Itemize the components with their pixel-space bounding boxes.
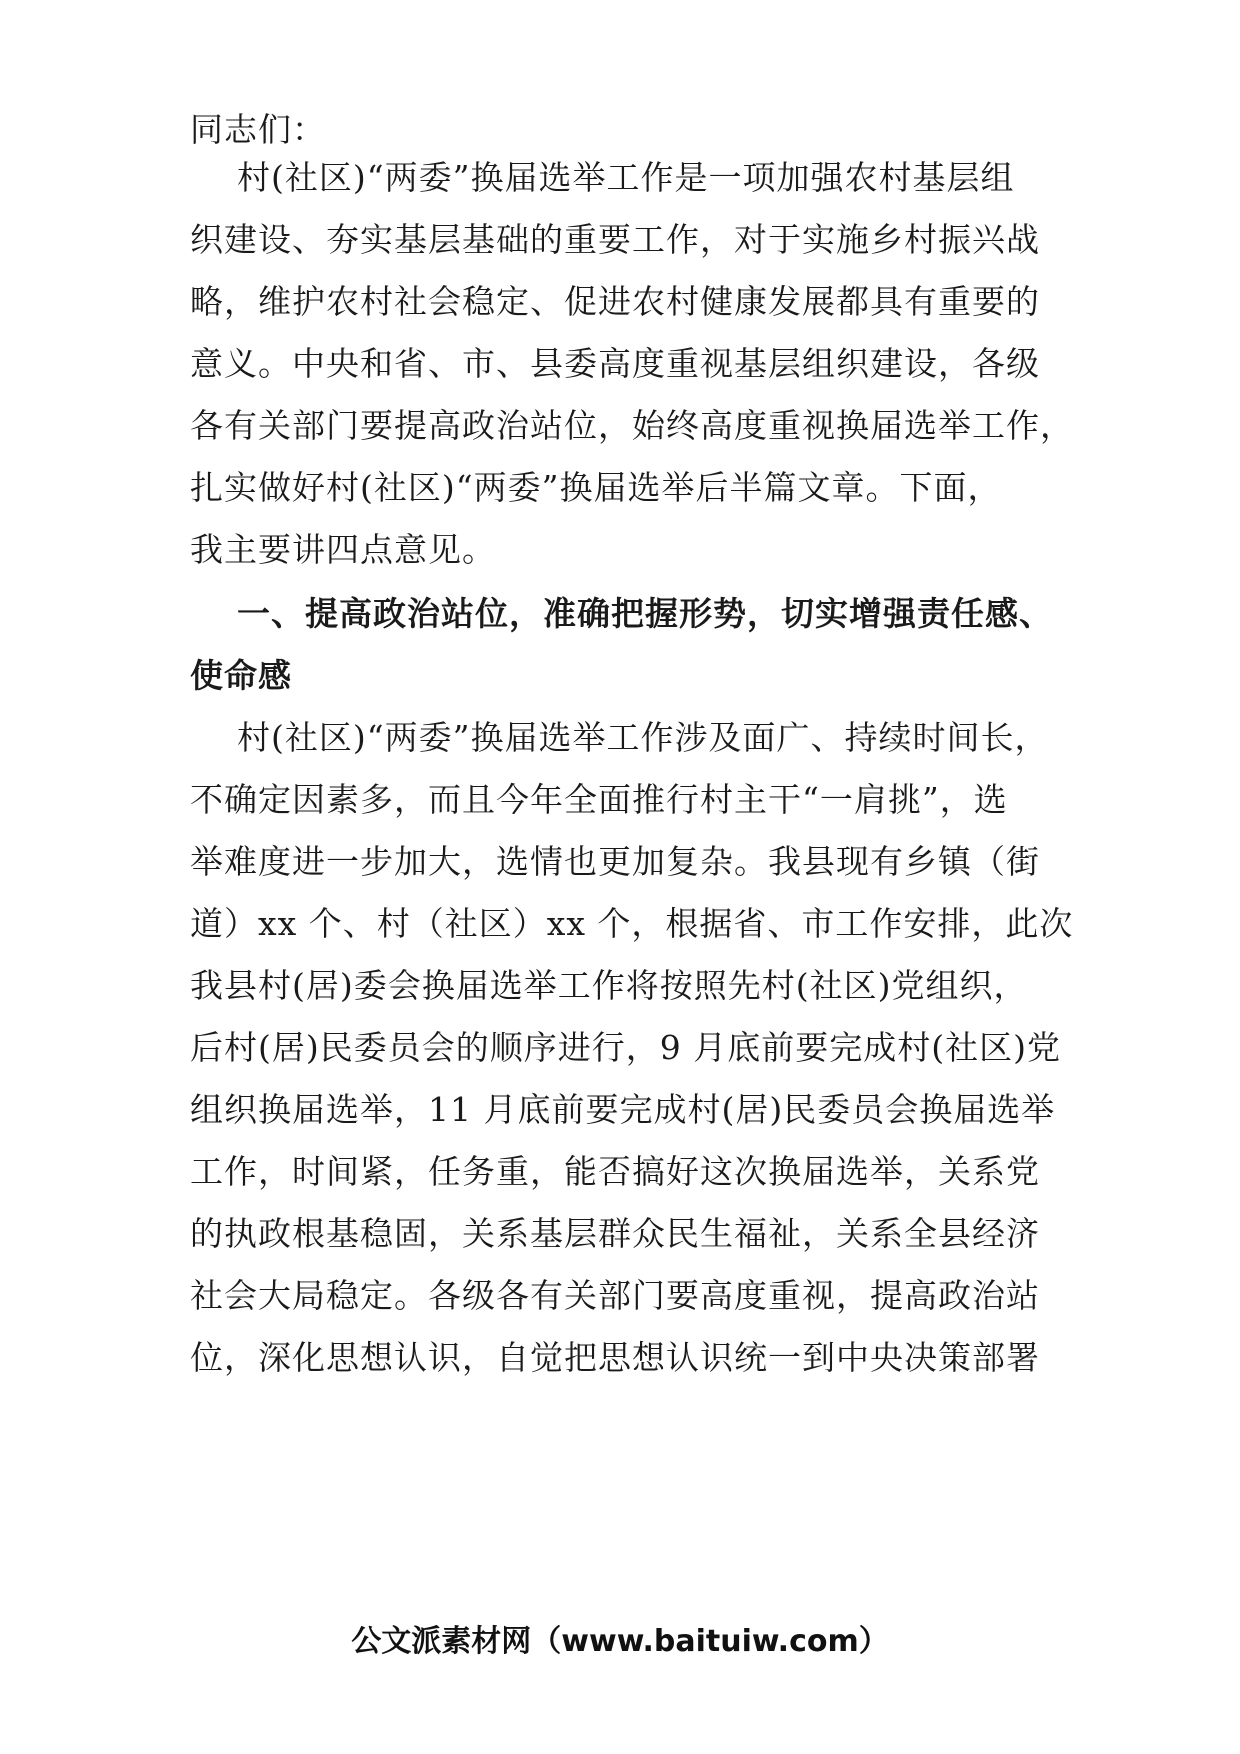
- intro-line: 意义。中央和省、市、县委高度重视基层组织建设，各级: [190, 344, 1040, 383]
- intro-line: 略，维护农村社会稳定、促进农村健康发展都具有重要的: [190, 282, 1040, 321]
- body-line: 后村(居)民委员会的顺序进行，9 月底前要完成村(社区)党: [190, 1028, 1061, 1067]
- intro-line: 各有关部门要提高政治站位，始终高度重视换届选举工作，: [190, 406, 1074, 445]
- body-line: 组织换届选举，11 月底前要完成村(居)民委员会换届选举: [190, 1090, 1056, 1129]
- body-line: 不确定因素多，而且今年全面推行村主干“一肩挑”，选: [190, 780, 1008, 819]
- body-line: 工作，时间紧，任务重，能否搞好这次换届选举，关系党: [190, 1152, 1040, 1191]
- body-line: 举难度进一步加大，选情也更加复杂。我县现有乡镇（街: [190, 842, 1040, 881]
- body-line: 道）xx 个、村（社区）xx 个，根据省、市工作安排，此次: [190, 904, 1074, 943]
- body-line: 的执政根基稳固，关系基层群众民生福祉，关系全县经济: [190, 1214, 1040, 1253]
- body-line: 位，深化思想认识，自觉把思想认识统一到中央决策部署: [190, 1338, 1040, 1377]
- intro-line: 扎实做好村(社区)“两委”换届选举后半篇文章。下面，: [190, 468, 1002, 507]
- greeting: 同志们：: [190, 110, 326, 149]
- section-heading: 一、提高政治站位，准确把握形势，切实增强责任感、: [237, 594, 1053, 633]
- body-line: 我县村(居)委会换届选举工作将按照先村(社区)党组织，: [190, 966, 1028, 1005]
- intro-line: 织建设、夯实基层基础的重要工作，对于实施乡村振兴战: [190, 220, 1040, 259]
- section-heading: 使命感: [190, 656, 292, 695]
- footer-watermark: 公文派素材网（www.baituiw.com）: [351, 1624, 889, 1659]
- intro-line: 我主要讲四点意见。: [190, 530, 496, 569]
- body-line: 村(社区)“两委”换届选举工作涉及面广、持续时间长，: [237, 718, 1049, 757]
- intro-line: 村(社区)“两委”换届选举工作是一项加强农村基层组: [237, 158, 1015, 197]
- body-line: 社会大局稳定。各级各有关部门要高度重视，提高政治站: [190, 1276, 1040, 1315]
